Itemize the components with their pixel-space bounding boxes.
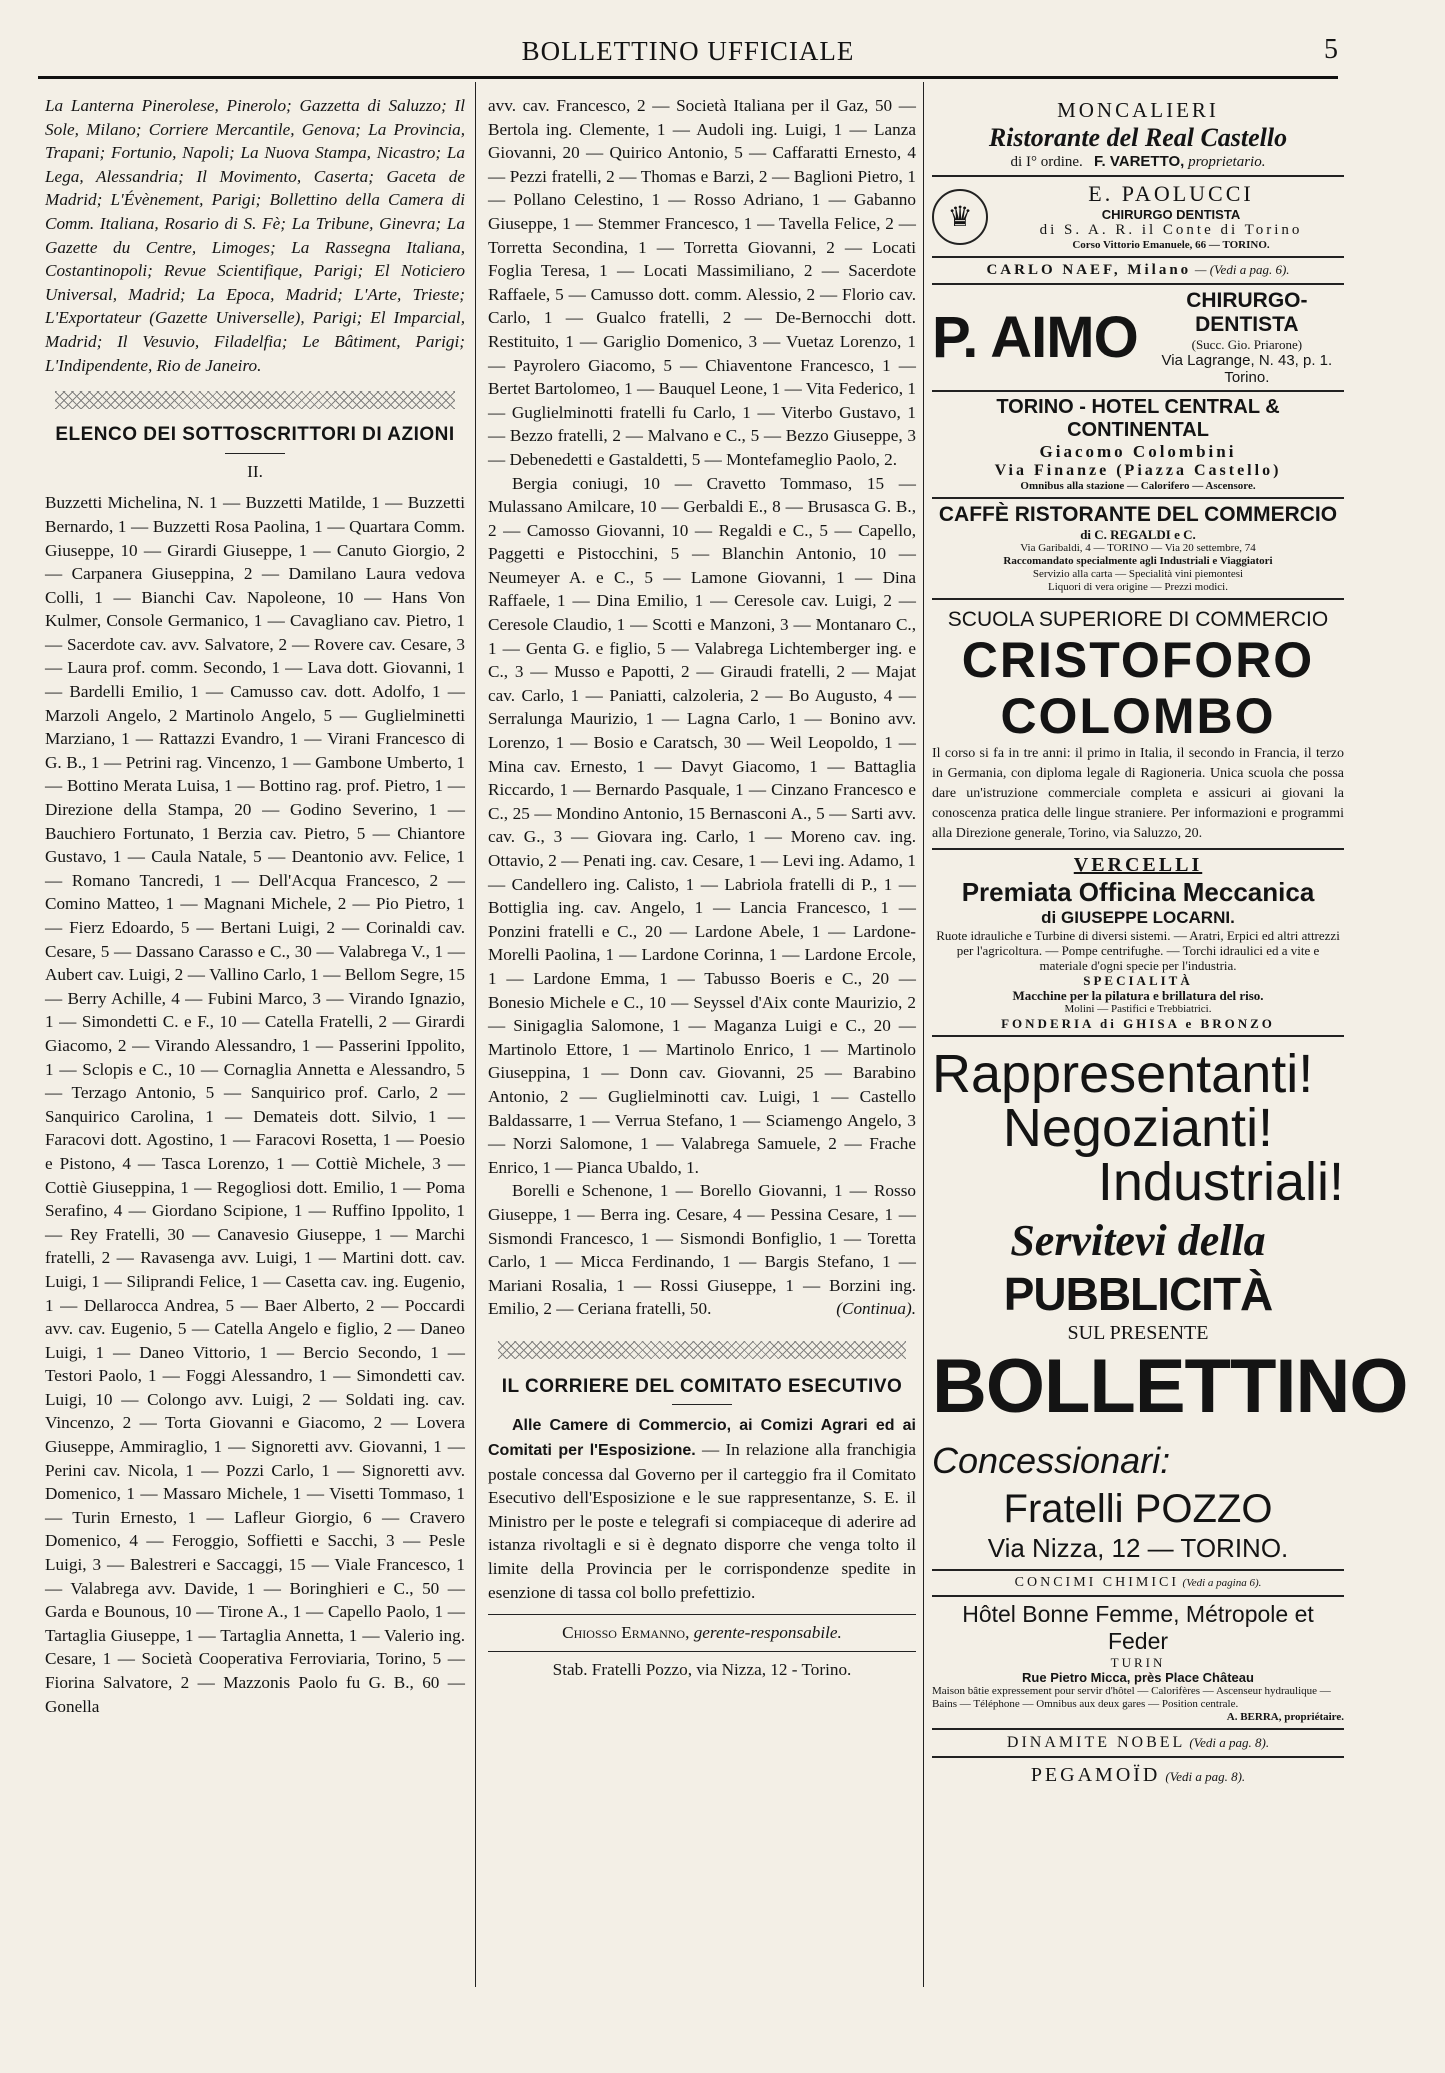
list-item: Borelli e Schenone, 1 — Borello Giovanni, 1 — Rosso Giuseppe, 1 — Berra ing. Cesare, 4 — Pessina Cesare, 1 — Sismondi Francesco, 1 — Sismondi Bonfiglio, 1 — Toretta Carlo, 1 — Micca Ferdinando, 1 — Bargis Stefano, 1 — Mariani Rosalia, 1 — Rossi Giuseppe, 1 — Borzini ing. Emilio, 2 — Ceriana fratelli, 50. bbox=[488, 1181, 916, 1319]
ad-title: Hôtel Bonne Femme, Métropole et Feder bbox=[962, 1601, 1314, 1654]
gerente-name: Chiosso Ermanno, bbox=[562, 1623, 690, 1643]
ad-city: VERCELLI bbox=[1073, 854, 1203, 876]
column-3-ads bbox=[932, 94, 1408, 1793]
ad-moncalieri bbox=[932, 94, 1344, 177]
printer-line: Stab. Fratelli Pozzo, via Nizza, 12 - Torino. bbox=[488, 1651, 916, 1682]
ad-colombo bbox=[932, 600, 1344, 850]
column-2 bbox=[488, 94, 916, 1681]
section-title: IL CORRIERE DEL COMITATO ESECUTIVO bbox=[501, 1375, 903, 1397]
ad-text: Servizio alla carta — Specialità vini piemontesi bbox=[1032, 568, 1244, 580]
ad-text: FONDERIA di GHISA e BRONZO bbox=[1001, 1016, 1275, 1031]
subscribers-list: Bergia coniugi, 10 — Cravetto Tommaso, 15 — Mulassano Amilcare, 10 — Gerbaldi E., 8 — Brusasca G. B., 2 — Camosso Giovanni, 10 — Regaldi e C., 5 — Capello, Paggetti e Pistocchini, 5 — Blanchin Antonio, 10 — Neumeyer A. e C., 5 — Lamone Giovanni, 1 — Dina Raffaele, 1 — Dina Emilio, 1 — Ceresole cav. Luigi, 2 — Ceresole Claudio, 1 — Scotti e Manzoni, 3 — Montanaro C., 1 — Genta G. e figlio, 5 — Valabrega Lichtemberger ing. e C., 3 — Musso e Papotti, 2 — Giraudi fratelli, 2 — Majat cav. Carlo, 1 — Paniatti, calzoleria, 2 — Bo Augusto, 4 — Serralunga Maurizio, 1 — Lagna Carlo, 1 — Bonino avv. Lorenzo, 1 — Bosio e Caratsch, 30 — Weil Leopoldo, 1 — Mina cav. Ernesto, 1 — Davyt Giacomo, 1 — Battaglia Riccardo, 1 — Bernardo Pasquale, 1 — Cinzano Francesco e C., 25 — Mondino Antonio, 15 Bernasconi A., 5 — Sarti avv. cav. G., 3 — Giovara ing. Carlo, 1 — Moreno cav. ing. Ottavio, 2 — Penati ing. cav. Cesare, 1 — Levi ing. Adamo, 1 — Candellero ing. Calisto, 1 — Labriola fratelli di P., 1 — Bottiglia ing. cav. Angelo, 1 — Lancia Francesco, 1 — Ponzini fratelli e C., 20 — Lardone Abele, 1 — Lardone-Morelli Paolina, 1 — Lardone Corinna, 1 — Lardone Ercole, 1 — Lardone Emma, 1 — Tabusso Boeris e C., 20 — Bonesio Michele e C., 10 — Seyssel d'Aix conte Maurizio, 2 — Sinigaglia Salomone, 1 — Maganza Luigi e C., 20 — Martinolo Ettore, 1 — Martinolo Enrico, 1 — Martinolo Giuseppina, 1 — Donn cav. Giovanni, 25 — Barabino Antonio, 2 — Guglielminotti cav. Luigi, 1 — Castello Baldassarre, 1 — Verrua Stefano, 1 — Sciamengo Angelo, 3 — Norzi Salomone, 1 — Valabrega Samuele, 2 — Frache Enrico, 1 — Pianca Ubaldo, 1. bbox=[488, 473, 916, 1177]
gerente-role: gerente-responsabile. bbox=[693, 1623, 842, 1643]
ad-address: Via Lagrange, N. 43, p. 1. Torino. bbox=[1161, 352, 1333, 386]
ad-city: TORINO bbox=[996, 396, 1074, 418]
ad-text: SUL PRESENTE bbox=[1067, 1322, 1209, 1344]
ad-city: TURIN bbox=[1110, 1655, 1166, 1670]
page-number: 5 bbox=[1324, 34, 1338, 65]
ad-owner: di GIUSEPPE LOCARNI. bbox=[1041, 908, 1235, 927]
ad-locarni bbox=[932, 850, 1344, 1037]
ad-address: Corso Vittorio Emanuele, 66 — TORINO. bbox=[1072, 239, 1270, 251]
page-title: BOLLETTINO UFFICIALE bbox=[521, 36, 855, 66]
ad-text: Omnibus alla stazione — Calorifero — Ascensore. bbox=[1020, 480, 1256, 492]
ad-text: di I° ordine. bbox=[1010, 154, 1083, 170]
page-header bbox=[38, 28, 1338, 79]
subscribers-list: avv. cav. Francesco, 2 — Società Italiana per il Gaz, 50 — Bertola ing. Clemente, 1 — Audoli ing. Luigi, 1 — Lanza Giovanni, 20 — Quirico Antonio, 5 — Caffaratti Ernesto, 4 — Pezzi fratelli, 2 — Thomas e Barzi, 2 — Baglioni Pietro, 1 — Pollano Celestino, 1 — Rosso Adriano, 1 — Gabanno Giuseppe, 1 — Stemmer Francesco, 1 — Tavella Felice, 2 — Torretta Secondina, 1 — Torretta Giovanni, 2 — Locati Foglia Teresa, 1 — Locati Massimiliano, 2 — Sacerdote Raffaele, 5 — Camusso dott. comm. Alessio, 2 — Florio cav. Carlo, 1 — Gualco fratelli, 2 — De-Bernocchi dott. Restituito, 1 — Gariglio Domenico, 3 — Vuetaz Lorenzo, 1 — Payrolero Giacomo, 5 — Chiaventone Francesco, 1 — Bertet Bartolomeo, 1 — Bauquel Leone, 1 — Vita Federico, 1 — Guglielminotti fratelli fu Carlo, 1 — Viterbo Gustavo, 1 — Bezzo fratelli, 2 — Malvano e C., 5 — Bezzo Giuseppe, 3 — Debenedetti e Gastaldetti, 5 — Montefameglio Paolo, 2. bbox=[488, 96, 916, 469]
ad-paolucci bbox=[932, 177, 1344, 258]
ad-dinamite bbox=[932, 1730, 1344, 1758]
ad-text: proprietario. bbox=[1188, 154, 1266, 170]
ad-ref: (Vedi a pag. 8). bbox=[1165, 1769, 1246, 1784]
ad-owner: di C. REGALDI e C. bbox=[1080, 527, 1196, 542]
ad-text: Il corso si fa in tre anni: il primo in Italia, il secondo in Francia, il terzo in Germania, con diploma legale di Ragioneria. Unica scuola che possa dare un'istruzione commerciale completa e assicuri ai giovani la conoscenza pratica delle lingue straniere. Per informazioni e programmi alla Direzione generale, Torino, via Saluzzo, 20. bbox=[932, 746, 1344, 841]
ornamental-separator bbox=[55, 391, 455, 409]
section-number: II. bbox=[247, 461, 263, 481]
corriere-article bbox=[488, 1413, 916, 1604]
ad-title: - HOTEL CENTRAL & CONTINENTAL bbox=[1067, 396, 1280, 441]
ad-bonne-femme bbox=[932, 1597, 1344, 1730]
ad-address: Via Nizza, 12 — TORINO. bbox=[987, 1533, 1289, 1563]
ad-text: PUBBLICITÀ bbox=[1003, 1268, 1273, 1320]
ad-text: Ruote idrauliche e Turbine di diversi sistemi. — Aratri, Erpici ed altri attrezzi per l'agricoltura. — Pompe centrifughe. — Torchi idraulici ed a vite e materiale d'ogni specie per l'industria. bbox=[936, 928, 1340, 973]
ad-aimo bbox=[932, 285, 1344, 392]
ad-headline: Negozianti! bbox=[1002, 1098, 1274, 1158]
ad-title: P. AIMO bbox=[932, 304, 1138, 370]
ad-title: CRISTOFORO COLOMBO bbox=[961, 632, 1315, 744]
ad-text: Macchine per la pilatura e brillatura del riso. bbox=[1012, 988, 1264, 1003]
ad-text: CARLO NAEF, Milano bbox=[986, 262, 1192, 278]
ad-text: di S. A. R. il Conte di Torino bbox=[1039, 222, 1303, 238]
ad-headline: BOLLETTINO bbox=[932, 1344, 1408, 1429]
ad-hotel-central bbox=[932, 392, 1344, 499]
ad-city: MONCALIERI bbox=[1057, 98, 1219, 122]
ad-address: Via Garibaldi, 4 — TORINO — Via 20 settembre, 74 bbox=[1020, 542, 1256, 554]
gerente-line bbox=[488, 1614, 916, 1645]
ad-title: CAFFÈ RISTORANTE DEL COMMERCIO bbox=[938, 503, 1338, 526]
section-title: ELENCO DEI SOTTOSCRITTORI DI AZIONI bbox=[55, 424, 455, 446]
ad-text: (Succ. Gio. Priarone) bbox=[1191, 337, 1303, 352]
ad-text: CONCIMI CHIMICI bbox=[1014, 1575, 1180, 1590]
article-text: — In relazione alla franchigia postale concessa dal Governo per il carteggio fra il Comitato Esecutivo dell'Esposizione e le sue rappresentanze, S. E. il Ministro per le poste e telegrafi si compiaceque di aderire ad istanza rivoltagli e si è degnato disporre che venga tolto il limite della Provincia per le corrispondenze spedite in esenzione di tassa col bollo prefettizio. bbox=[488, 1440, 916, 1602]
column-1 bbox=[45, 94, 465, 1718]
ad-naef bbox=[932, 258, 1344, 285]
ad-address: Via Finanze (Piazza Castello) bbox=[994, 462, 1282, 479]
ad-owner: Giacomo Colombini bbox=[1039, 442, 1237, 461]
ad-text: SCUOLA SUPERIORE DI COMMERCIO bbox=[947, 608, 1329, 631]
column-divider bbox=[475, 82, 476, 1987]
ad-pegamoid bbox=[932, 1758, 1344, 1793]
ad-owner: F. VARETTO, bbox=[1094, 153, 1185, 170]
ad-text: Maison bâtie expressement pour servir d'hôtel — Calorifères — Ascenseur hydraulique — Bains — Téléphone — Omnibus aux deux gares — Position centrale. bbox=[932, 1685, 1331, 1710]
divider bbox=[672, 1404, 732, 1405]
ad-concimi bbox=[932, 1571, 1344, 1597]
subscribers-list: Buzzetti Michelina, N. 1 — Buzzetti Matilde, 1 — Buzzetti Bernardo, 1 — Buzzetti Rosa Paolina, 1 — Quartara Comm. Giuseppe, 10 — Girardi Giuseppe, 1 — Canuto Giorgio, 2 — Carpanera Giuseppina, 2 — Damilano Laura vedova Colli, 1 — Bianchi Cav. Napoleone, 10 — Hans Von Kulmer, Console Germanico, 1 — Cavagliano cav. Pietro, 1 — Sacerdote cav. avv. Salvatore, 2 — Rovere cav. Cesare, 3 — Laura prof. comm. Secondo, 1 — Lava dott. Giovanni, 1 — Bardelli Emilio, 1 — Camusso cav. dott. Adolfo, 1 — Marzoli Angelo, 2 Martinolo Angelo, 5 — Guglielminetti Marziano, 1 — Rattazzi Evandro, 1 — Virani Francesco di G. B., 1 — Petrini rag. Vincenzo, 1 — Gambone Umberto, 1 — Bottino Merata Luisa, 1 — Bottino rag. prof. Pietro, 1 — Direzione della Stampa, 20 — Godino Severino, 1 — Bauchiero Fortunato, 1 Berzia cav. Pietro, 5 — Chiantore Gustavo, 1 — Caula Natale, 5 — Deantonio avv. Felice, 1 — Romano Tancredi, 1 — Dell'Acqua Francesco, 2 — Comino Matteo, 1 — Magnani Michele, 2 — Pio Pietro, 1 — Fierz Edoardo, 5 — Bertani Luigi, 2 — Corinaldi cav. Cesare, 5 — Dassano Carasso e C., 30 — Valabrega V., 1 — Aubert cav. Luigi, 2 — Vallino Carlo, 1 — Bellom Segre, 15 — Berry Achille, 4 — Fubini Marco, 3 — Virando Ignazio, 1 — Simondetti C. e F., 10 — Catella Fratelli, 2 — Girardi Giacomo, 2 — Virando Alessandro, 1 — Passerini Ippolito, 1 — Sclopis e C., 10 — Cornaglia Annetta e Alessandro, 5 — Terzago Antonio, 5 — Sanquirico prof. Carlo, 2 — Sanquirico Carolina, 1 — Demateis dott. Silvio, 1 — Faracovi dott. Agostino, 1 — Faracovi Rosetta, 1 — Poesio e Pistono, 4 — Tasca Lorenzo, 1 — Cottiè Michele, 3 — Cottiè Giuseppina, 1 — Regogliosi dott. Emilio, 1 — Poma Serafino, 4 — Giordano Scipione, 1 — Ruffino Ippolito, 1 — Rey Fratelli, 30 — Canavesio Giuseppe, 1 — Marchi fratelli, 2 — Ravasenga avv. Luigi, 1 — Martini dott. cav. Luigi, 1 — Siliprandi Felice, 1 — Casetta cav. ing. Eugenio, 1 — Dellarocca Andrea, 5 — Baer Alberto, 2 — Poccardi avv. cav. Eugenio, 5 — Catella Angelo e figlio, 2 — Daneo Luigi, 1 — Daneo Vittorio, 1 — Bercio Secondo, 1 — Testori Paolo, 1 — Foggi Alessandro, 1 — Simondetti cav. Luigi, 10 — Colongo avv. Luigi, 2 — Soldati ing. cav. Vincenzo, 2 — Torta Giovanni e Giacomo, 2 — Lovera Giuseppe, Ammiraglio, 1 — Signoretti avv. Giovanni, 1 — Perini cav. Nicola, 1 — Pozzi Carlo, 1 — Signoretti avv. Domenico, 1 — Massaro Michele, 1 — Visetti Tommaso, 1 — Turin Ernesto, 1 — Lafleur Giorgio, 6 — Cravero Domenico, 4 — Feroggio, Soffietti e Sacchi, 3 — Pesle Luigi, 3 — Balestreri e Saccaggi, 15 — Viale Francesco, 1 — Valabrega avv. Davide, 1 — Boringhieri e C., 50 — Garda e Bounous, 10 — Tirone A., 1 — Capello Paolo, 1 — Tartaglia Giuseppe, 1 — Tartaglia Annetta, 1 — Valerio ing. Cesare, 1 — Società Cooperativa Ferroviaria, Torino, 5 — Fiorina Salvatore, 2 — Mazzonis Paolo fu G. B., 60 — Gonella bbox=[45, 493, 465, 1716]
ornamental-separator bbox=[498, 1341, 906, 1359]
ad-text: Servitevi della bbox=[1010, 1216, 1266, 1265]
ad-address: Rue Pietro Micca, près Place Château bbox=[1022, 1670, 1254, 1685]
ad-text: SPECIALITÀ bbox=[1083, 973, 1193, 988]
ad-text: PEGAMOÏD bbox=[1030, 1764, 1161, 1786]
continua-label: (Continua). bbox=[836, 1299, 916, 1319]
ad-headline: Industriali! bbox=[1097, 1152, 1344, 1212]
ad-ref: — (Vedi a pag. 6). bbox=[1194, 262, 1290, 277]
ad-ref: (Vedi a pagina 6). bbox=[1182, 1577, 1262, 1589]
ad-text: Molini — Pastifici e Trebbiatrici. bbox=[1064, 1003, 1212, 1015]
ad-title: Fratelli POZZO bbox=[1003, 1487, 1273, 1531]
ad-text: CHIRURGO-DENTISTA bbox=[1186, 289, 1308, 336]
article-lead: Alle Camere di Commercio, ai Comizi Agrari ed ai Comitati per l'Esposizione. bbox=[488, 1417, 916, 1460]
ad-text: Liquori di vera origine — Prezzi modici. bbox=[1048, 581, 1228, 593]
ad-title: Ristorante del Real Castello bbox=[988, 123, 1288, 152]
crest-icon: ♛ bbox=[932, 189, 988, 245]
subscribers-list bbox=[488, 1179, 916, 1321]
ad-caffe bbox=[932, 499, 1344, 600]
column-divider bbox=[923, 82, 924, 1987]
ad-text: Concessionari: bbox=[932, 1440, 1171, 1481]
ad-text: CHIRURGO DENTISTA bbox=[1101, 207, 1241, 222]
ad-text: DINAMITE NOBEL bbox=[1006, 1734, 1186, 1751]
newspaper-list: La Lanterna Pinerolese, Pinerolo; Gazzetta di Saluzzo; Il Sole, Milano; Corriere Mercantile, Genova; La Provincia, Trapani; Fortunio, Napoli; La Nuova Stampa, Nicastro; La Lega, Alessandria; Il Movimento, Caserta; Gaceta de Madrid; L'Évènement, Parigi; Bollettino della Camera di Comm. Italiana, Rosario di S. Fè; La Tribune, Ginevra; La Gazette du Centre, Limoges; La Rassegna Italiana, Costantinopoli; Revue Scientifique, Parigi; El Noticiero Universal, Madrid; La Epoca, Madrid; L'Arte, Trieste; L'Exportateur (Gazette Universelle), Parigi; El Imparcial, Madrid; Il Vesuvio, Filadelfia; Le Bâtiment, Parigi; L'Indipendente, Rio de Janeiro. bbox=[45, 96, 465, 375]
ad-owner: A. BERRA, propriétaire. bbox=[1226, 1711, 1344, 1723]
ad-ref: (Vedi a pag. 8). bbox=[1189, 1735, 1270, 1750]
ad-headline: Rappresentanti! bbox=[932, 1044, 1314, 1104]
divider bbox=[225, 453, 285, 454]
ad-title: Premiata Officina Meccanica bbox=[961, 877, 1315, 907]
ad-pubblicita bbox=[932, 1037, 1408, 1571]
ad-title: E. PAOLUCCI bbox=[1088, 181, 1254, 206]
ad-text: Raccomandato specialmente agli Industriali e Viaggiatori bbox=[1003, 555, 1273, 567]
